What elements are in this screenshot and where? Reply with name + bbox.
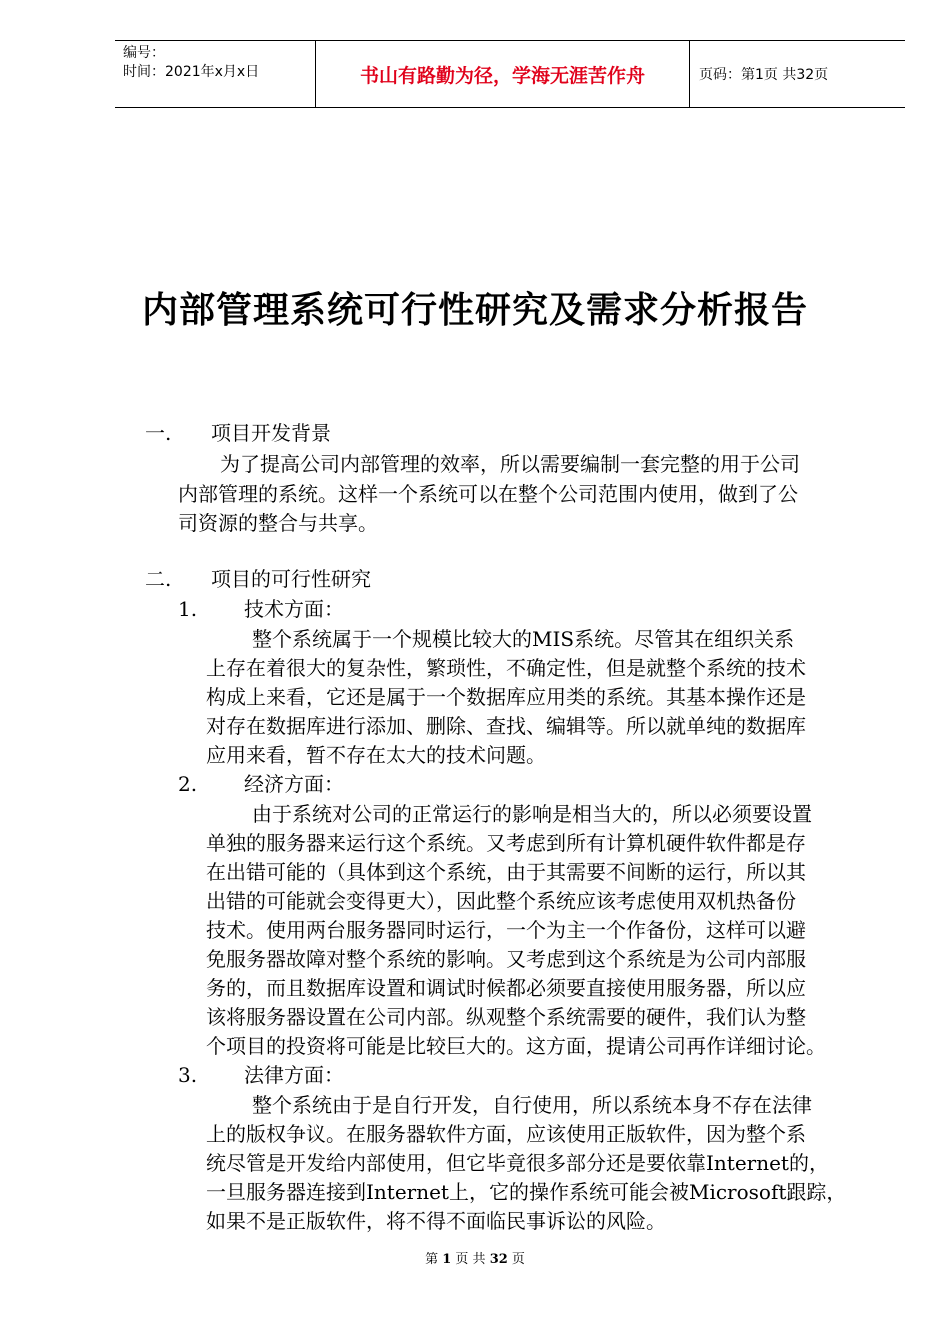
header-divider	[689, 41, 690, 107]
header-motto: 书山有路勤为径，学海无涯苦作舟	[359, 64, 645, 87]
subsection-heading: 经济方面：	[244, 772, 344, 796]
section-number: 一.	[145, 421, 172, 445]
paragraph-line: 如果不是正版软件，将不得不面临民事诉讼的风险。	[206, 1209, 666, 1233]
paragraph-line: 统尽管是开发给内部使用，但它毕竟很多部分还是要依靠Internet的，	[206, 1151, 829, 1175]
paragraph-line: 该将服务器设置在公司内部。纵观整个系统需要的硬件，我们认为整	[206, 1005, 806, 1029]
subsection-heading: 技术方面：	[244, 597, 344, 621]
section-heading: 项目的可行性研究	[211, 567, 371, 591]
subsection-heading: 法律方面：	[244, 1063, 344, 1087]
paragraph-line: 构成上来看，它还是属于一个数据库应用类的系统。其基本操作还是	[206, 685, 806, 709]
paragraph-line: 整个系统属于一个规模比较大的MIS系统。尽管其在组织关系	[252, 627, 795, 651]
paragraph-line: 免服务器故障对整个系统的影响。又考虑到这个系统是为公司内部服	[206, 947, 806, 971]
footer-suffix: 页	[511, 1252, 525, 1267]
section-number: 二.	[145, 567, 172, 591]
footer-prefix: 第	[425, 1252, 439, 1267]
time-label: 时间：2021年x月x日	[123, 64, 260, 80]
paragraph-line: 由于系统对公司的正常运行的影响是相当大的，所以必须要设置	[252, 802, 812, 826]
paragraph-line: 为了提高公司内部管理的效率，所以需要编制一套完整的用于公司	[220, 452, 800, 476]
document-title: 内部管理系统可行性研究及需求分析报告	[141, 290, 808, 331]
section-heading: 项目开发背景	[211, 421, 331, 445]
subsection-number: 3.	[178, 1063, 198, 1087]
paragraph-line: 个项目的投资将可能是比较巨大的。这方面，提请公司再作详细讨论。	[206, 1034, 826, 1058]
paragraph-line: 对存在数据库进行添加、删除、查找、编辑等。所以就单纯的数据库	[206, 714, 806, 738]
footer-total-pages: 32	[489, 1252, 508, 1267]
paragraph-line: 整个系统由于是自行开发，自行使用，所以系统本身不存在法律	[252, 1093, 812, 1117]
paragraph-line: 务的，而且数据库设置和调试时候都必须要直接使用服务器，所以应	[206, 976, 806, 1000]
footer-middle: 页 共	[455, 1252, 486, 1267]
paragraph-line: 司资源的整合与共享。	[178, 511, 378, 535]
paragraph-line: 上存在着很大的复杂性，繁琐性，不确定性，但是就整个系统的技术	[206, 656, 806, 680]
paragraph-line: 在出错可能的（具体到这个系统，由于其需要不间断的运行，所以其	[206, 860, 806, 884]
header-page-label: 页码：第1页 共32页	[699, 67, 829, 83]
footer-page-number: 1	[442, 1252, 452, 1267]
paragraph-line: 单独的服务器来运行这个系统。又考虑到所有计算机硬件软件都是存	[206, 831, 806, 855]
subsection-number: 2.	[178, 772, 198, 796]
paragraph-line: 一旦服务器连接到Internet上，它的操作系统可能会被Microsoft跟踪，	[206, 1180, 847, 1204]
page-header	[115, 40, 905, 108]
paragraph-line: 上的版权争议。在服务器软件方面，应该使用正版软件，因为整个系	[206, 1122, 806, 1146]
paragraph-line: 应用来看，暂不存在太大的技术问题。	[206, 743, 546, 767]
paragraph-line: 出错的可能就会变得更大），因此整个系统应该考虑使用双机热备份	[206, 889, 796, 913]
serial-label: 编号：	[123, 45, 165, 61]
header-meta	[123, 44, 259, 82]
paragraph-line: 技术。使用两台服务器同时运行，一个为主一个作备份，这样可以避	[206, 918, 806, 942]
subsection-number: 1.	[178, 597, 198, 621]
paragraph-line: 内部管理的系统。这样一个系统可以在整个公司范围内使用，做到了公	[178, 482, 798, 506]
page-footer	[0, 1248, 950, 1267]
